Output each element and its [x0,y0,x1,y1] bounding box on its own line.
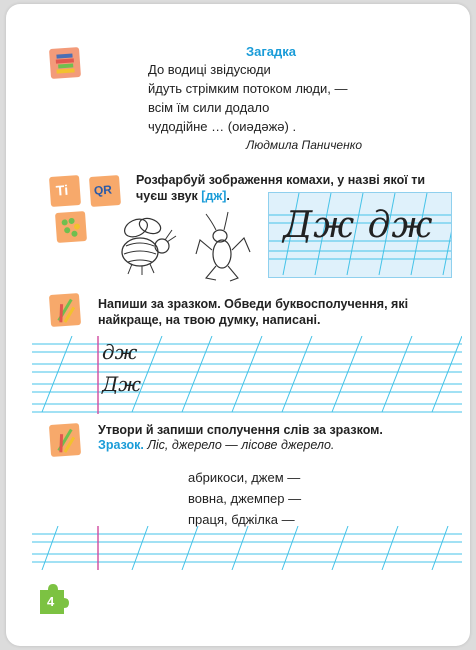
phrase-item: праця, бджілка — [188,512,295,527]
page-number: 4 [47,594,55,609]
riddle-line: чудодійне … (оиәдәжә) . [148,119,297,134]
workbook-page [6,4,470,646]
phrase-item: вовна, джемпер — [188,491,302,506]
books-icon [49,47,81,79]
script-sample-text: Дж дж [283,205,434,246]
example-label: Зразок. [98,438,144,452]
pencil-tile-icon [49,293,81,327]
letters-icon [49,175,81,207]
sound-marker: [дж] [201,189,227,203]
sample-uppercase: Дж [102,372,141,396]
riddle-title: Загадка [245,44,296,59]
letters-icon-text: Ti [55,181,69,199]
riddle-line: До водиці звідусюди [148,62,271,77]
task3-example [98,438,454,452]
task3-instruction: Утвори й запиши сполучення слів за зразком. [98,423,383,437]
phrase-item: абрикоси, джем — [188,470,301,485]
riddle-line: всім їм сили додало [148,100,270,115]
task2-instruction: Напиши за зразком. Обведи буквосполучення, які найкраще, на твою думку, написані. [98,297,409,327]
qr-label: QR [93,182,113,198]
riddle-line: йдуть стрімким потоком люди, — [148,81,348,96]
pencil-tile-icon [49,423,81,457]
puzzle-dots-icon [55,211,87,243]
writing-lines-task3[interactable] [32,526,462,570]
sample-lowercase: дж [102,340,138,364]
cricket-image [192,210,254,282]
writing-lines-task2[interactable] [32,336,462,414]
bee-image [110,212,180,278]
page-number-badge [34,582,70,618]
example-text: Ліс, джерело — лісове джерело. [143,438,335,452]
task1-instruction: Розфарбуй зображення комахи, у назві якої ти чуєш звук [дж]. [136,173,426,203]
qr-code-icon[interactable] [89,175,121,207]
riddle-author: Людмила Паниченко [246,138,363,152]
script-sample-card [268,192,452,278]
